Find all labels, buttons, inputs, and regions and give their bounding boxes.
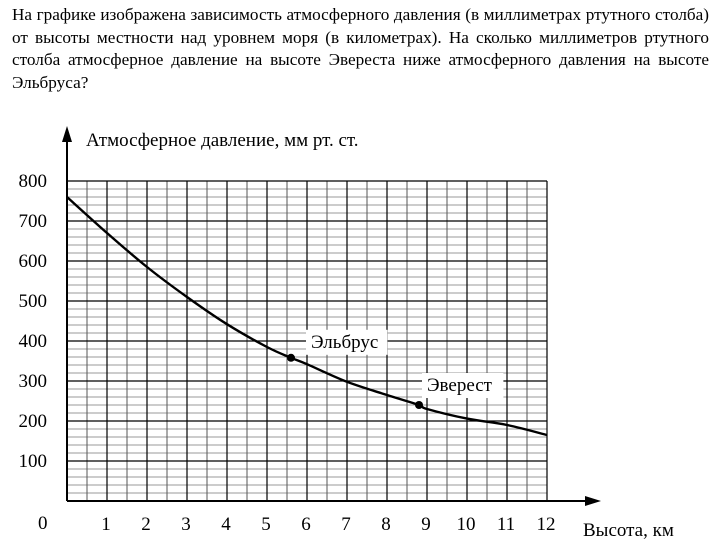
y-tick-label: 500	[18, 291, 47, 312]
point-marker	[415, 401, 423, 409]
y-tick-label: 600	[18, 251, 47, 272]
labels-layer	[306, 330, 503, 398]
y-tick-label: 300	[18, 371, 47, 392]
x-tick-label: 7	[341, 514, 351, 535]
y-tick-label: 400	[18, 331, 47, 352]
x-axis-label: Высота, км	[583, 520, 674, 541]
point-marker	[287, 354, 295, 362]
y-tick-label: 700	[18, 211, 47, 232]
y-tick-label: 200	[18, 411, 47, 432]
y-tick-label: 100	[18, 451, 47, 472]
x-tick-label: 10	[456, 514, 476, 535]
y-axis-label: Атмосферное давление, мм рт. ст.	[86, 130, 359, 151]
x-tick-label: 5	[261, 514, 271, 535]
point-label: Эльбрус	[311, 331, 379, 353]
x-tick-label: 9	[421, 514, 431, 535]
point-label: Эверест	[427, 375, 492, 396]
y-tick-label: 800	[18, 171, 47, 192]
x-tick-label: 12	[536, 514, 556, 535]
x-tick-label: 8	[381, 514, 391, 535]
y-axis-arrow	[62, 126, 72, 142]
x-tick-label: 3	[181, 514, 191, 535]
x-tick-label: 11	[496, 514, 516, 535]
x-tick-label: 2	[141, 514, 151, 535]
x-tick-label: 4	[221, 514, 231, 535]
x-tick-label: 6	[301, 514, 311, 535]
origin-label: 0	[38, 513, 48, 534]
x-tick-label: 1	[101, 514, 111, 535]
problem-text: На графике изображена зависимость атмосферного давления (в миллиметрах ртутного столба) от высоты местности над уровнем моря (в километрах). На сколько миллиметров ртутного столба атмосферное давление на высоте Эвереста ниже атмосферного давления на высоте Эльбруса?	[12, 5, 709, 92]
x-axis-arrow	[585, 496, 601, 506]
